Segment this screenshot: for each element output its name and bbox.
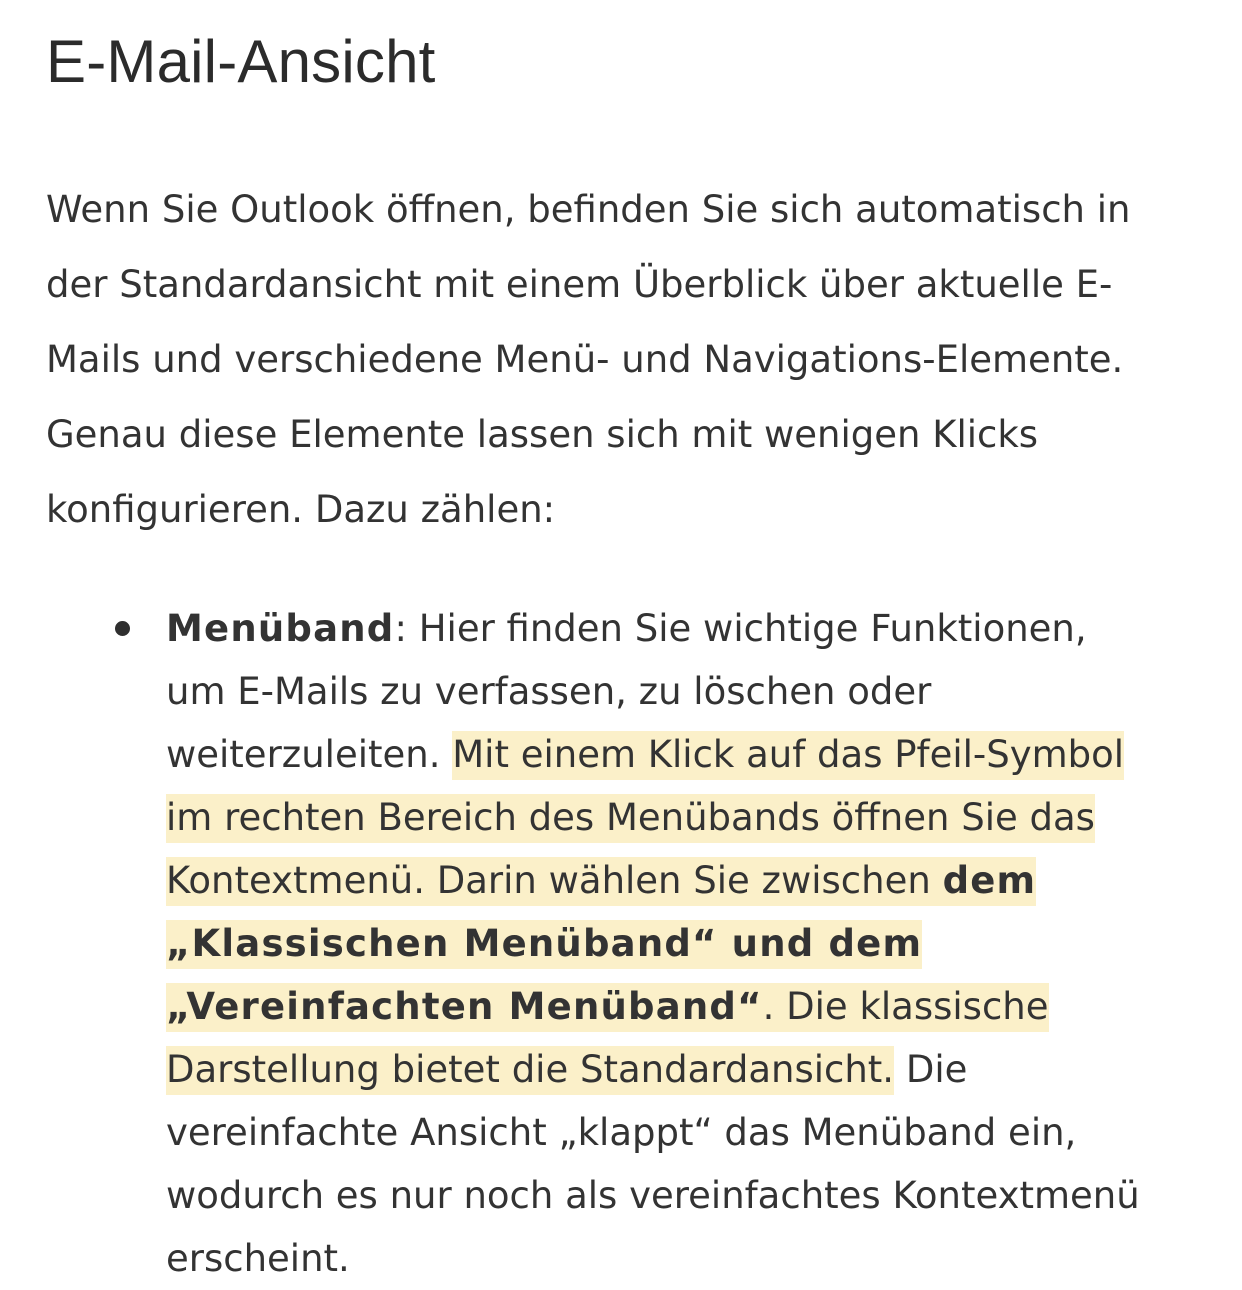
bullet-icon: [115, 621, 130, 636]
highlighted-text: [166, 920, 922, 969]
highlighted-text: [166, 983, 1049, 1032]
list-line: [166, 912, 1216, 975]
feature-list: [46, 597, 1216, 1290]
intro-line: Wenn Sie Outlook öffnen, befinden Sie sich automatisch in: [46, 188, 1131, 231]
list-line: [166, 723, 1216, 786]
intro-line: Mails und verschiedene Menü- und Navigations-Elemente.: [46, 338, 1124, 381]
list-item-menuband: [46, 597, 1216, 1290]
highlighted-bold: „Klassischen Menüband“ und dem: [166, 922, 923, 965]
article: [46, 0, 1216, 1290]
list-line: [166, 975, 1216, 1038]
highlighted-plain: . Die klassische: [762, 985, 1049, 1028]
list-line: [166, 849, 1216, 912]
page-title: E-Mail-Ansicht: [46, 28, 436, 95]
highlighted-text: Darstellung bietet die Standardansicht.: [166, 1046, 894, 1095]
plain-text: weiterzuleiten.: [166, 733, 453, 776]
plain-text: Die: [894, 1048, 968, 1091]
highlighted-text: Mit einem Klick auf das Pfeil-Symbol: [452, 731, 1124, 780]
list-line: vereinfachte Ansicht „klappt“ das Menüband ein,: [166, 1111, 1077, 1154]
highlighted-plain: Kontextmenü. Darin wählen Sie zwischen: [166, 859, 943, 902]
term-description: : Hier finden Sie wichtige Funktionen,: [394, 607, 1087, 650]
highlighted-text: im rechten Bereich des Menübands öffnen Sie das: [166, 794, 1095, 843]
intro-line: Genau diese Elemente lassen sich mit wenigen Klicks: [46, 413, 1039, 456]
intro-line: konfigurieren. Dazu zählen:: [46, 488, 556, 531]
highlighted-bold: „Vereinfachten Menüband“: [166, 985, 763, 1028]
term-menuband: Menüband: [166, 607, 395, 650]
list-line: erscheint.: [166, 1237, 350, 1280]
highlighted-text: [166, 857, 1036, 906]
list-line: um E-Mails zu verfassen, zu löschen oder: [166, 670, 932, 713]
highlighted-bold: dem: [942, 859, 1037, 902]
list-line: [166, 786, 1216, 849]
list-line: [166, 597, 1216, 660]
intro-paragraph: [46, 172, 1206, 547]
intro-line: der Standardansicht mit einem Überblick über aktuelle E-: [46, 263, 1113, 306]
list-line: wodurch es nur noch als vereinfachtes Kontextmenü: [166, 1174, 1140, 1217]
list-line: [166, 1038, 1216, 1101]
